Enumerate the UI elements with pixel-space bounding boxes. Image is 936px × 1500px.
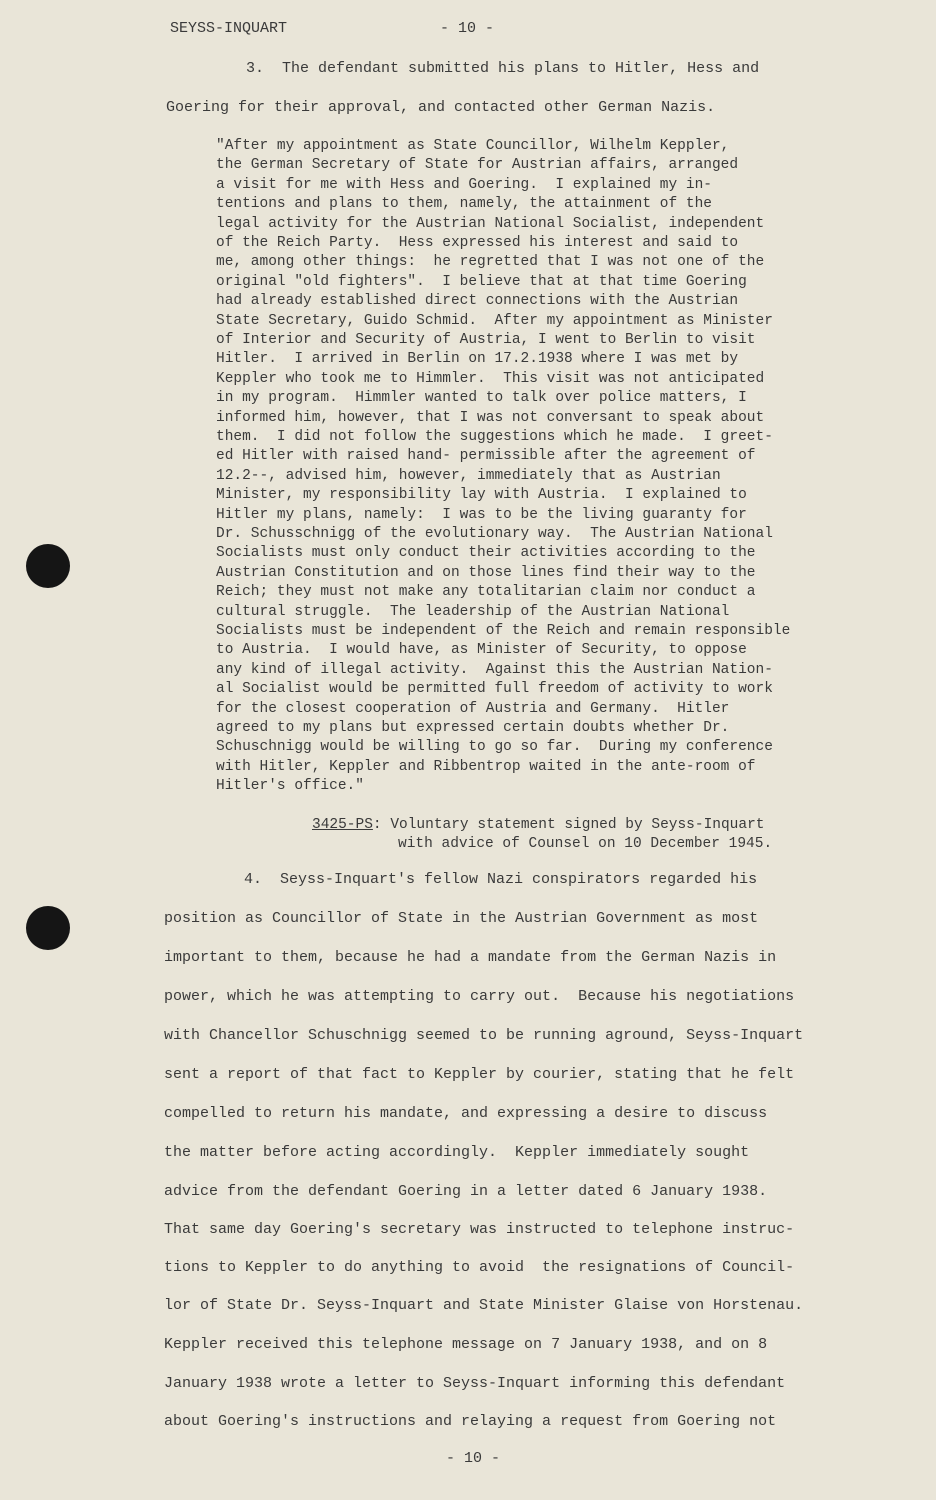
quote-line: a visit for me with Hess and Goering. I explained my in- xyxy=(216,176,712,193)
para4-line: Keppler received this telephone message on 7 January 1938, and on 8 xyxy=(164,1336,768,1353)
quote-line: Hitler my plans, namely: I was to be the living guaranty for xyxy=(216,506,747,523)
quote-line: Hitler. I arrived in Berlin on 17.2.1938 where I was met by xyxy=(216,351,739,368)
para4-line: tions to Keppler to do anything to avoid the resignations of Council- xyxy=(164,1259,795,1276)
quote-line: of Interior and Security of Austria, I went to Berlin to visit xyxy=(216,332,756,348)
citation-ref: 3425-PS xyxy=(312,817,373,833)
quote-line: Keppler who took me to Himmler. This visit was not anticipated xyxy=(216,370,765,387)
quote-line: 12.2--, advised him, however, immediately that as Austrian xyxy=(216,467,721,484)
quote-line: legal activity for the Austrian National Socialist, independent xyxy=(216,215,765,232)
quote-line: of the Reich Party. Hess expressed his interest and said to xyxy=(216,235,739,251)
para4-line: lor of State Dr. Seyss-Inquart and State Minister Glaise von Horstenau. xyxy=(164,1297,804,1314)
footer-page-number: - 10 - xyxy=(446,1450,501,1467)
citation xyxy=(312,816,765,835)
quote-line: with Hitler, Keppler and Ribbentrop waited in the ante-room of xyxy=(216,758,756,775)
para4-line: important to them, because he had a mandate from the German Nazis in xyxy=(164,949,777,966)
punch-hole xyxy=(26,906,70,950)
quote-line: Schuschnigg would be willing to go so far. During my conference xyxy=(216,739,773,756)
quote-line: ed Hitler with raised hand- permissible after the agreement of xyxy=(216,448,756,465)
para4-line: 4. Seyss-Inquart's fellow Nazi conspirators regarded his xyxy=(244,871,758,888)
quote-line: State Secretary, Guido Schmid. After my appointment as Minister xyxy=(216,312,773,329)
quote-line: Hitler's office." xyxy=(216,778,364,795)
quote-line: Socialists must be independent of the Reich and remain responsible xyxy=(216,623,791,639)
quote-line: "After my appointment as State Councillor, Wilhelm Keppler, xyxy=(216,138,730,154)
quote-line: them. I did not follow the suggestions which he made. I greet- xyxy=(216,429,773,445)
header-name: SEYSS-INQUART xyxy=(170,20,288,37)
quote-line: me, among other things: he regretted that I was not one of the xyxy=(216,254,765,271)
para4-line: compelled to return his mandate, and expressing a desire to discuss xyxy=(164,1105,768,1122)
quote-line: in my program. Himmler wanted to talk over police matters, I xyxy=(216,390,747,407)
para4-line: power, which he was attempting to carry out. Because his negotiations xyxy=(164,988,795,1005)
para4-line: position as Councillor of State in the Austrian Government as most xyxy=(164,910,759,927)
para4-line: sent a report of that fact to Keppler by courier, stating that he felt xyxy=(164,1066,795,1083)
quote-line: Minister, my responsibility lay with Austria. I explained to xyxy=(216,487,747,504)
quote-line: agreed to my plans but expressed certain doubts whether Dr. xyxy=(216,720,730,736)
quote-line: Austrian Constitution and on those lines find their way to the xyxy=(216,564,756,581)
quote-line: original "old fighters". I believe that at that time Goering xyxy=(216,273,747,290)
quote-line: had already established direct connections with the Austrian xyxy=(216,293,739,310)
para4-line: about Goering's instructions and relaying a request from Goering not xyxy=(164,1413,777,1430)
para3-line: Goering for their approval, and contacted other German Nazis. xyxy=(166,99,716,116)
para4-line: January 1938 wrote a letter to Seyss-Inquart informing this defendant xyxy=(164,1375,786,1392)
quote-line: the German Secretary of State for Austrian affairs, arranged xyxy=(216,157,739,174)
quote-line: Reich; they must not make any totalitarian claim nor conduct a xyxy=(216,584,756,601)
quote-line: Socialists must only conduct their activities according to the xyxy=(216,545,756,562)
quote-line: to Austria. I would have, as Minister of Security, to oppose xyxy=(216,642,747,659)
para4-line: with Chancellor Schuschnigg seemed to be running aground, Seyss-Inquart xyxy=(164,1027,804,1044)
quote-line: Dr. Schusschnigg of the evolutionary way. The Austrian National xyxy=(216,526,773,542)
quote-line: for the closest cooperation of Austria and Germany. Hitler xyxy=(216,700,730,717)
quote-line: tentions and plans to them, namely, the attainment of the xyxy=(216,196,712,213)
quote-line: informed him, however, that I was not conversant to speak about xyxy=(216,409,765,426)
quote-line: any kind of illegal activity. Against this the Austrian Nation- xyxy=(216,661,773,678)
quote-line: cultural struggle. The leadership of the Austrian National xyxy=(216,603,730,620)
citation-text: : Voluntary statement signed by Seyss-Inquart xyxy=(372,817,765,833)
punch-hole xyxy=(26,544,70,588)
para4-line: advice from the defendant Goering in a letter dated 6 January 1938. xyxy=(164,1183,768,1200)
para3-line: 3. The defendant submitted his plans to Hitler, Hess and xyxy=(246,60,760,77)
para4-line: the matter before acting accordingly. Keppler immediately sought xyxy=(164,1144,750,1161)
header-page-marker: - 10 - xyxy=(440,20,495,37)
para4-line: That same day Goering's secretary was instructed to telephone instruc- xyxy=(164,1221,795,1238)
citation-line-2: with advice of Counsel on 10 December 1945. xyxy=(398,836,773,852)
quote-line: al Socialist would be permitted full freedom of activity to work xyxy=(216,681,773,698)
